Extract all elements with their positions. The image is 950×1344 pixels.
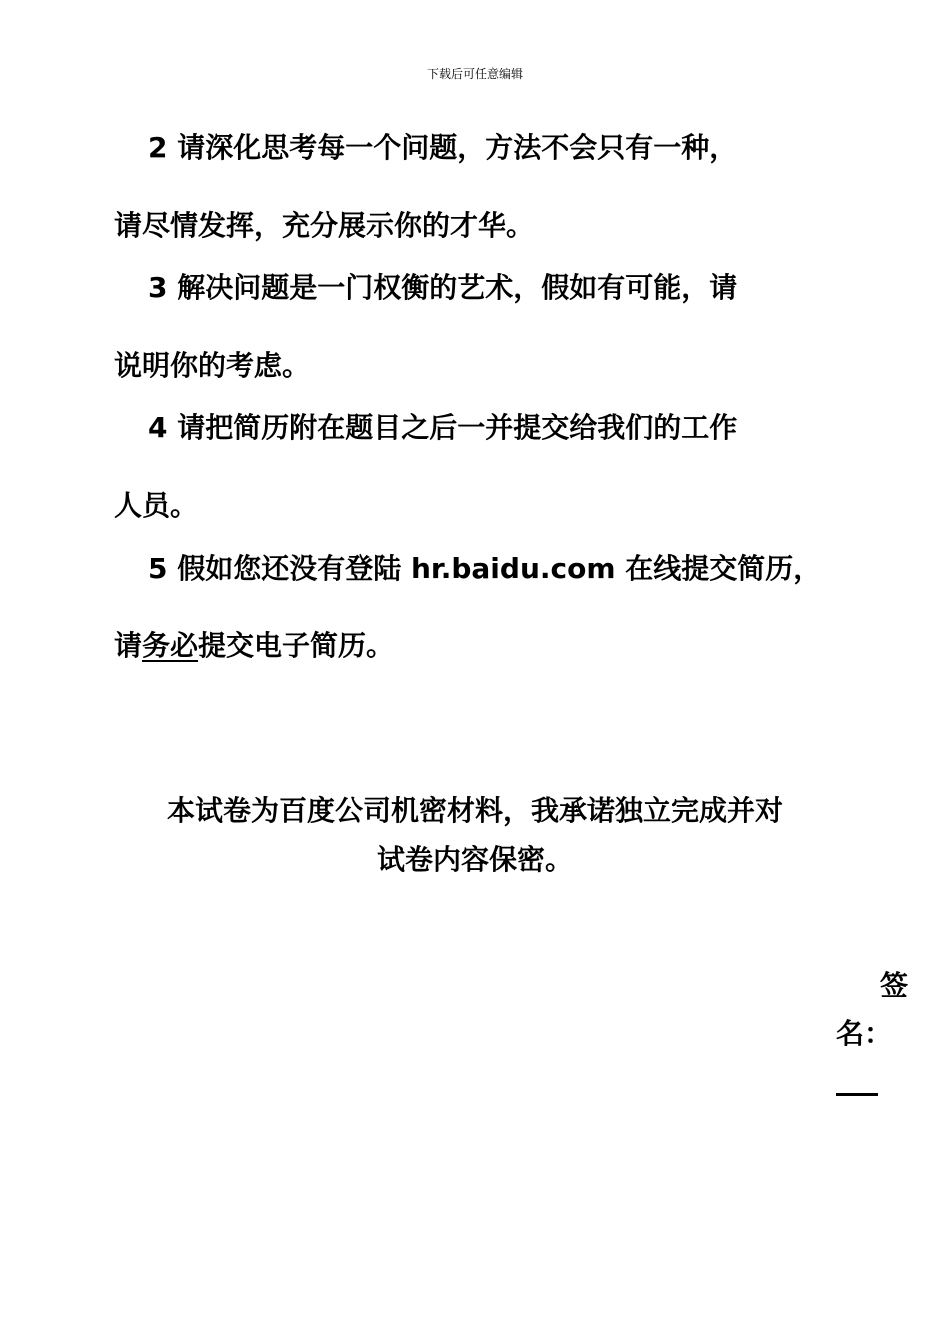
- signature-label-char-2: 名：: [836, 1017, 893, 1050]
- item-3-line-2: 说明你的考虑。: [114, 349, 311, 382]
- item-5-line-2-pre: 请: [114, 629, 143, 662]
- item-2-line-1: 2 请深化思考每一个问题，方法不会只有一种，: [148, 131, 738, 164]
- signature-label-char-1: 签: [880, 969, 909, 1002]
- item-2-line-2: 请尽情发挥，充分展示你的才华。: [114, 209, 535, 242]
- item-5-line-1: 5 假如您还没有登陆 hr.baidu.com 在线提交简历，: [148, 552, 822, 585]
- item-5-line-2: [114, 628, 394, 664]
- item-4-line-2: 人员。: [114, 489, 199, 522]
- page-header: 下载后可任意编辑: [426, 67, 523, 81]
- signature-line: [836, 1093, 878, 1096]
- item-4-line-1: 4 请把简历附在题目之后一并提交给我们的工作: [148, 411, 738, 444]
- item-5-underlined-text: 务必: [142, 629, 199, 662]
- pledge-line-2: 试卷内容保密。: [376, 843, 573, 876]
- item-3-line-1: 3 解决问题是一门权衡的艺术，假如有可能，请: [148, 271, 738, 304]
- pledge-line-1: 本试卷为百度公司机密材料，我承诺独立完成并对: [166, 794, 783, 827]
- item-5-line-2-post: 提交电子简历。: [198, 629, 395, 662]
